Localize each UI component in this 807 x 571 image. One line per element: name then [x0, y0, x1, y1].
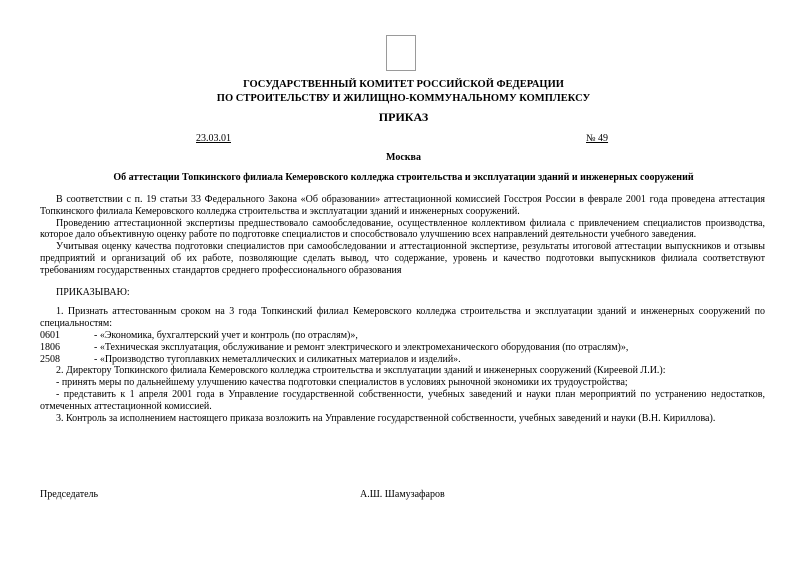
specialty-code: 0601	[40, 329, 60, 341]
order-item-1: 1. Признать аттестованным сроком на 3 года Топкинский филиал Кемеровского колледжа строительства и эксплуатации зданий и инженерных сооружений по специальностям:	[40, 306, 765, 330]
document-type: ПРИКАЗ	[378, 110, 429, 124]
specialty-name: - «Техническая эксплуатация, обслуживание и ремонт электрического и электромеханического оборудования (по отраслям)»,	[94, 341, 629, 353]
specialty-name: - «Экономика, бухгалтерский учет и контроль (по отраслям)»,	[94, 329, 358, 341]
order-item-2a: - принять меры по дальнейшему улучшению качества подготовки специалистов в условиях рыночной экономики их трудоустройства;	[56, 377, 628, 389]
document-number: № 49	[586, 133, 609, 144]
order-item-3: 3. Контроль за исполнением настоящего приказа возложить на Управление государственной собственности, учебных заведений и науки (В.Н. Кириллова).	[56, 412, 716, 424]
signature-title: Председатель	[40, 489, 99, 500]
emblem-placeholder	[386, 35, 416, 71]
specialty-row	[40, 342, 765, 354]
document-city: Москва	[386, 152, 421, 163]
paragraph-2: Проведению аттестационной экспертизы предшествовало самообследование, осуществленное коллективом филиала с привлечением специалистов производства, которое дало объективную оценку работе по подготовке специалистов и способствовало улучшению всех направлений деятельности учебного заведения.	[40, 217, 765, 241]
specialty-row	[40, 330, 765, 342]
specialty-row	[40, 354, 765, 366]
org-name-line2: ПО СТРОИТЕЛЬСТВУ И ЖИЛИЩНО-КОММУНАЛЬНОМУ КОМПЛЕКСУ	[216, 93, 591, 104]
specialty-code: 2508	[40, 353, 60, 365]
order-item-2b: - представить к 1 апреля 2001 года в Управление государственной собственности, учебных заведений и науки план мероприятий по устранению недостатков, отмеченных аттестационной комиссией.	[40, 388, 765, 412]
org-name-line1: ГОСУДАРСТВЕННЫЙ КОМИТЕТ РОССИЙСКОЙ ФЕДЕРАЦИИ	[243, 79, 564, 90]
order-word: ПРИКАЗЫВАЮ:	[56, 286, 130, 298]
signature-name: А.Ш. Шамузафаров	[360, 489, 445, 500]
paragraph-3: Учитывая оценку качества подготовки специалистов при самообследовании и аттестационной экспертизе, результаты итоговой аттестации выпускников и отзывы предприятий и организаций об их работе, позволяющие сделать вывод, что содержание, уровень и качество подготовки выпускников филиала соответствуют требованиям государственных стандартов среднего профессионального образования	[40, 241, 765, 276]
paragraph-1: В соответствии с п. 19 статьи 33 Федерального Закона «Об образовании» аттестационной комиссией Госстроя России в феврале 2001 года проведена аттестация Топкинского филиала Кемеровского колледжа строительства и эксплуатации зданий и инженерных сооружений.	[40, 194, 765, 217]
document-body	[40, 194, 765, 424]
specialty-code: 1806	[40, 341, 60, 353]
specialty-name: - «Производство тугоплавких неметаллических и силикатных материалов и изделий».	[94, 353, 461, 365]
document-subject: Об аттестации Топкинского филиала Кемеровского колледжа строительства и эксплуатации зданий и инженерных сооружений	[113, 172, 694, 183]
document-date: 23.03.01	[196, 133, 231, 144]
order-item-2: 2. Директору Топкинского филиала Кемеровского колледжа строительства и эксплуатации зданий и инженерных сооружений (Киреевой Л.И.):	[56, 365, 666, 377]
